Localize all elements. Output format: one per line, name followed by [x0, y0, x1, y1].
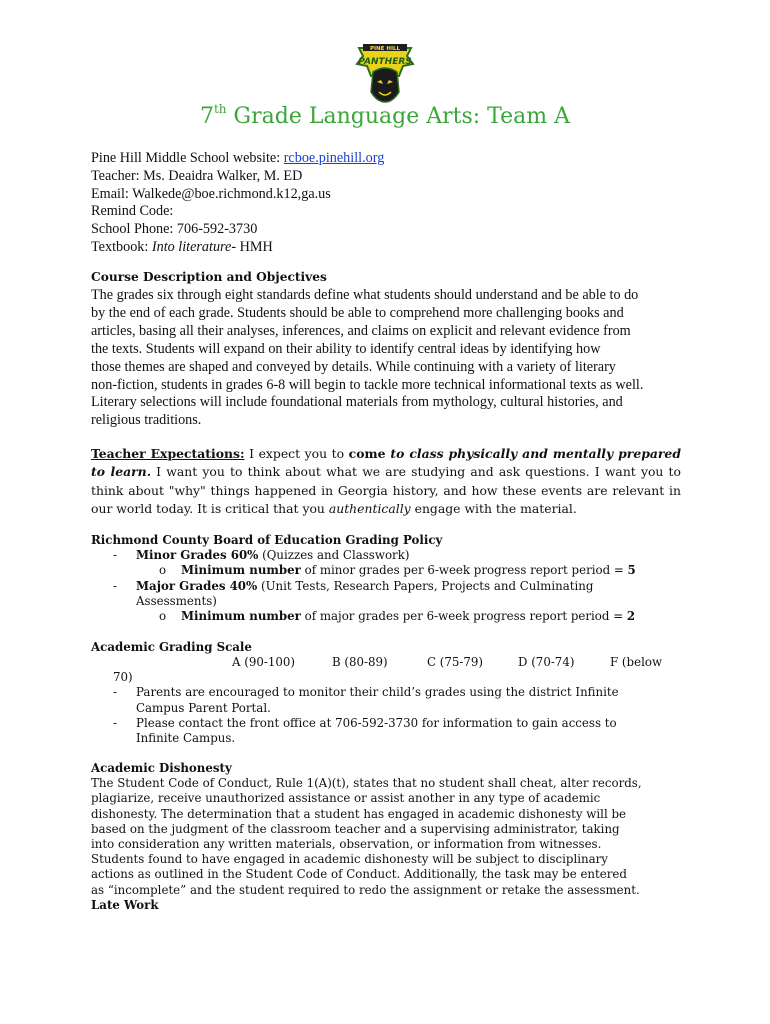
grade-f-continued: 70)	[113, 670, 133, 685]
textbook-line: Textbook: Into literature- HMH	[91, 238, 273, 255]
list-item: - Major Grades 40% (Unit Tests, Research Papers, Projects and Culminating	[113, 578, 594, 593]
logo-top-text: PINE HILL	[369, 46, 401, 52]
dishonesty-line: plagiarize, receive unauthorized assistance or assist another in any type of academic	[91, 791, 601, 806]
grade-d: D (70-74)	[518, 655, 575, 670]
grade-c: C (75-79)	[427, 655, 483, 670]
dishonesty-line: based on the judgment of the classroom teacher and a supervising administrator, taking	[91, 821, 620, 836]
academic-dishonesty	[91, 761, 691, 913]
contact-info	[91, 150, 384, 257]
course-line: those themes are shaped and conveyed by details. While continuing with a variety of literary	[91, 358, 616, 375]
list-item-continued: Campus Parent Portal.	[136, 700, 271, 715]
dishonesty-heading: Academic Dishonesty	[91, 761, 232, 775]
list-item: o Minimum number of minor grades per 6-week progress report period = 5	[159, 563, 636, 578]
course-line: by the end of each grade. Students should be able to comprehend more challenging books and	[91, 304, 624, 321]
late-work-heading: Late Work	[91, 897, 159, 912]
course-line: articles, basing all their analyses, inferences, and claims on explicit and relevant evidence from	[91, 322, 631, 339]
list-item-continued: Infinite Campus.	[136, 731, 236, 746]
course-heading: Course Description and Objectives	[91, 270, 327, 284]
dishonesty-line: Students found to have engaged in academic dishonesty will be subject to disciplinary	[91, 852, 608, 867]
list-item-continued: Assessments)	[136, 593, 217, 608]
dishonesty-line: dishonesty. The determination that a student has engaged in academic dishonesty will be	[91, 806, 626, 821]
grading-scale	[91, 640, 691, 746]
scale-heading: Academic Grading Scale	[91, 640, 252, 654]
grade-ranges	[91, 655, 691, 670]
list-item: o Minimum number of major grades per 6-week progress report period = 2	[159, 609, 636, 624]
email-line: Email: Walkede@boe.richmond.k12,ga.us	[91, 185, 331, 202]
panthers-logo	[353, 42, 417, 104]
grade-f: F (below	[610, 655, 663, 670]
website-line: Pine Hill Middle School website: rcboe.pinehill.org	[91, 150, 385, 166]
phone-line: School Phone: 706-592-3730	[91, 221, 258, 238]
grade-b: B (80-89)	[332, 655, 388, 670]
course-line: the texts. Students will expand on their ability to identify central ideas by identifying how	[91, 340, 601, 357]
course-line: religious traditions.	[91, 412, 202, 429]
dishonesty-line: actions as outlined in the Student Code of Conduct. Additionally, the task may be entered	[91, 867, 627, 882]
grade-a: A (90-100)	[232, 655, 295, 670]
website-link[interactable]: rcboe.pinehill.org	[283, 150, 385, 166]
grading-heading: Richmond County Board of Education Grading Policy	[91, 533, 443, 547]
course-line: The grades six through eight standards define what students should understand and be able to do	[91, 287, 639, 303]
logo-text: PANTHERS	[358, 57, 412, 67]
teacher-expectations: Teacher Expectations: I expect you to come to class physically and mentally prepared to learn. I want you to think about what we are studying and ask questions. I want you to think about "why" things happened in Georgia history, and how these events are relevant in our world today. It is critical that you authentically engage with the material.	[91, 446, 681, 517]
course-line: Literary selections will include foundational materials from mythology, cultural histories, and	[91, 394, 623, 411]
remind-line: Remind Code:	[91, 203, 174, 220]
list-item: - Parents are encouraged to monitor their child’s grades using the district Infinite	[113, 685, 619, 700]
dishonesty-line: The Student Code of Conduct, Rule 1(A)(t), states that no student shall cheat, alter records,	[91, 776, 642, 791]
course-description	[91, 287, 691, 430]
dishonesty-line: into consideration any written materials, observation, or information from witnesses.	[91, 837, 602, 852]
course-line: non-fiction, students in grades 6-8 will begin to tackle more technical informational texts as well.	[91, 376, 644, 393]
grading-policy	[91, 533, 691, 624]
page-title: 7th Grade Language Arts: Team A	[199, 102, 570, 129]
dishonesty-line: as “incomplete” and the student required to redo the assignment or retake the assessment.	[91, 882, 640, 897]
list-item: - Minor Grades 60% (Quizzes and Classwork)	[113, 548, 410, 563]
teacher-line: Teacher: Ms. Deaidra Walker, M. ED	[91, 167, 303, 184]
list-item: - Please contact the front office at 706-592-3730 for information to gain access to	[113, 715, 617, 730]
